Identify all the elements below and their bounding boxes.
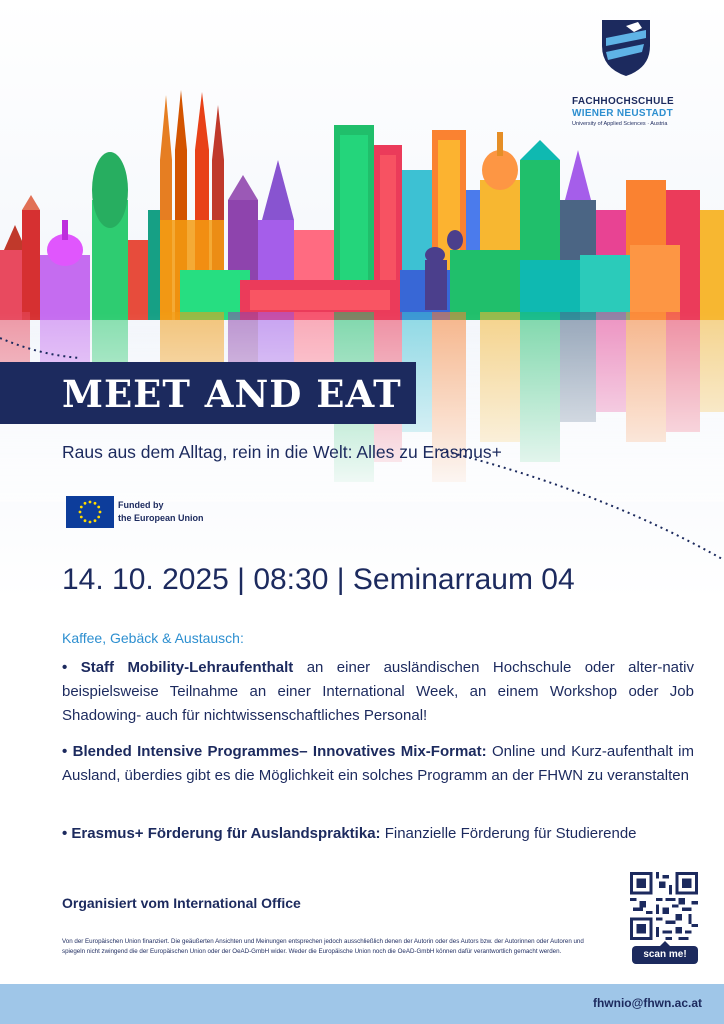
bullet-bold: Blended Intensive Programmes– Innovatives Mix-Format:: [72, 743, 487, 760]
logo-line2: WIENER NEUSTADT: [572, 108, 673, 119]
separator: |: [336, 563, 353, 596]
bullet-text: Finanzielle Förderung für Studierende: [380, 825, 637, 842]
bullet-dot: •: [62, 659, 81, 676]
event-time: 08:30: [253, 563, 329, 596]
bullet-dot: •: [62, 825, 72, 842]
event-date: 14. 10. 2025: [62, 563, 229, 596]
bullet-bold: Erasmus+ Förderung für Auslandspraktika:: [71, 825, 381, 842]
qr-code[interactable]: [630, 872, 698, 940]
subtitle: Raus aus dem Alltag, rein in die Welt: Alles zu Erasmus+: [62, 442, 502, 462]
bullet-text: an einer ausländischen Hochschule oder alter-nativ beispielsweise Teilnahme an einer International Week, an einem Workshop oder Job Shadowing- auch für nichtwissenschaftliches Personal!: [62, 659, 695, 724]
shield-logo-icon: [598, 16, 654, 78]
page-title: MEET AND EAT: [62, 372, 402, 416]
list-item: [62, 822, 694, 846]
bullet-bold: Staff Mobility-Lehraufenthalt: [80, 659, 294, 676]
fhwn-logo: [560, 10, 710, 135]
eu-flag-icon: [66, 496, 114, 528]
contact-email-link[interactable]: fhwnio@fhwn.ac.at: [592, 996, 702, 1010]
separator: |: [237, 563, 254, 596]
bullet-text: Online und Kurz-aufenthalt im Ausland, überdies gibt es die Möglichkeit ein solches Programm an der FHWN zu veranstalten: [62, 743, 694, 784]
logo-line1: FACHHOCHSCHULE: [572, 96, 674, 107]
list-item: [62, 656, 694, 728]
logo-line3: University of Applied Sciences · Austria: [572, 121, 668, 127]
section-heading: Kaffee, Gebäck & Austausch:: [62, 630, 244, 646]
event-details: [62, 563, 575, 597]
bullet-dot: •: [62, 743, 73, 760]
eu-funded-line2: the European Union: [118, 513, 204, 523]
event-room: Seminarraum 04: [352, 563, 575, 596]
scan-me-label: scan me!: [632, 946, 698, 964]
disclaimer: Von der Europäischen Union finanziert. Die geäußerten Ansichten und Meinungen entsprechen jedoch ausschließlich denen der Autorin oder des Autors bzw. der Autorinnen oder Autoren und spiegeln nicht zwingend die der Europäischen Union oder der OeAD-GmbH wider. Weder die Europäische Union noch die OeAD-GmbH können dafür verantwortlich gemacht werden.: [62, 938, 584, 955]
list-item: [62, 740, 694, 788]
organizer: Organisiert vom International Office: [62, 895, 301, 911]
eu-funded-line1: Funded by: [118, 500, 164, 510]
